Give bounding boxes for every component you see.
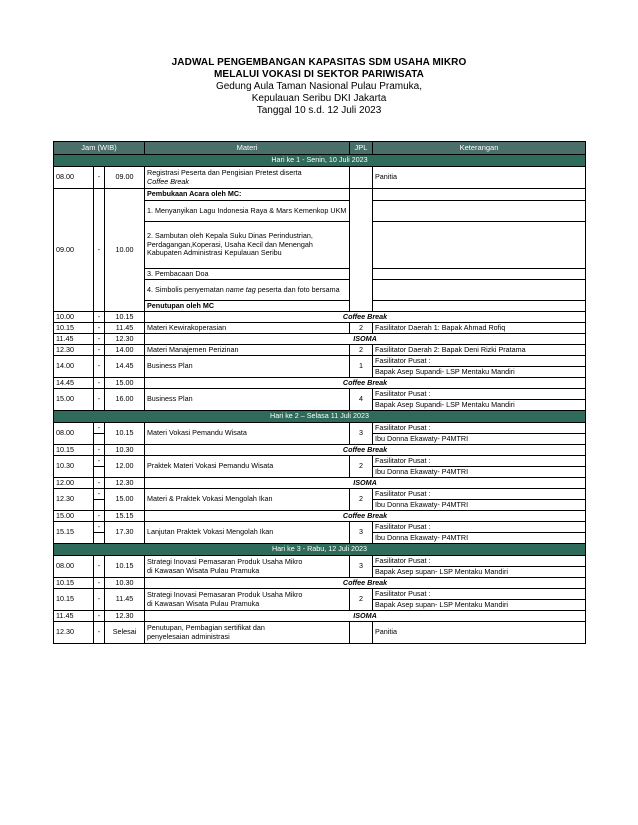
jpl-cell: 3	[350, 522, 373, 544]
keterangan-cell: Bapak Asep supan- LSP Mentaku Mandiri	[373, 567, 586, 578]
start-time: 12.30	[54, 622, 94, 644]
end-time: 10.00	[105, 189, 145, 312]
keterangan-cell: Fasilitator Pusat :	[373, 489, 586, 500]
start-time: 09.00	[54, 189, 94, 312]
keterangan-cell: Fasilitator Daerah 2: Bapak Deni Rizki Pratama	[373, 345, 586, 356]
end-time: 14.45	[105, 356, 145, 378]
keterangan-cell: Fasilitator Pusat :	[373, 456, 586, 467]
start-time: 14.00	[54, 356, 94, 378]
start-time: 11.45	[54, 611, 94, 622]
dash: -	[94, 611, 105, 622]
keterangan-cell: Ibu Donna Ekawaty- P4MTRI	[373, 500, 586, 511]
dash: -	[94, 522, 105, 533]
end-time: 10.15	[105, 312, 145, 323]
dash: -	[94, 589, 105, 611]
keterangan-cell: Ibu Donna Ekawaty- P4MTRI	[373, 467, 586, 478]
keterangan-cell	[373, 301, 586, 312]
table-row	[54, 167, 586, 189]
table-row	[54, 489, 586, 500]
keterangan-cell	[373, 189, 586, 201]
end-time: 17.30	[105, 522, 145, 544]
keterangan-cell: Fasilitator Pusat :	[373, 356, 586, 367]
table-row	[54, 345, 586, 356]
start-time: 08.00	[54, 423, 94, 445]
end-time: 12.30	[105, 611, 145, 622]
materi-text: di Kawasan Wisata Pulau Pramuka	[147, 565, 260, 575]
coffee-break-label: Coffee Break	[145, 312, 586, 323]
start-time: 15.00	[54, 389, 94, 411]
col-header-jpl: JPL	[350, 142, 373, 155]
day-3-label: Hari ke 3 - Rabu, 12 Juli 2023	[54, 544, 586, 556]
day-2-label: Hari ke 2 – Selasa 11 Juli 2023	[54, 411, 586, 423]
title-line-1: JADWAL PENGEMBANGAN KAPASITAS SDM USAHA MIKRO	[171, 57, 467, 68]
materi-text: Penutupan, Pembagian sertifikat dan	[147, 623, 265, 632]
start-time: 10.15	[54, 323, 94, 334]
start-time: 08.00	[54, 556, 94, 578]
table-row	[54, 589, 586, 600]
end-time: 14.00	[105, 345, 145, 356]
venue-line-2: Kepulauan Seribu DKI Jakarta	[251, 93, 387, 104]
materi-text: Strategi Inovasi Pemasaran Produk Usaha Mikro	[147, 557, 303, 566]
dash: -	[94, 489, 105, 500]
start-time: 10.00	[54, 312, 94, 323]
coffee-break-label: Coffee Break	[145, 378, 586, 389]
materi-cell: Materi & Praktek Vokasi Mengolah Ikan	[145, 489, 350, 511]
materi-text: di Kawasan Wisata Pulau Pramuka	[147, 598, 260, 608]
materi-cell: Materi Manajemen Perizinan	[145, 345, 350, 356]
materi-cell: Business Plan	[145, 389, 350, 411]
materi-cell	[145, 589, 350, 611]
dash: -	[94, 323, 105, 334]
isoma-label: ISOMA	[145, 334, 586, 345]
table-row	[54, 622, 586, 644]
day-row	[54, 155, 586, 167]
dash: -	[94, 511, 105, 522]
end-time: 16.00	[105, 389, 145, 411]
jpl-cell: 2	[350, 456, 373, 478]
materi-cell: Business Plan	[145, 356, 350, 378]
coffee-break-label: Coffee Break	[145, 511, 586, 522]
dash: -	[94, 167, 105, 189]
materi-text: peserta dan foto bersama	[255, 284, 340, 294]
day-row	[54, 544, 586, 556]
end-time: 11.45	[105, 589, 145, 611]
start-time: 12.30	[54, 489, 94, 511]
keterangan-cell: Ibu Donna Ekawaty- P4MTRI	[373, 533, 586, 544]
end-time: 12.30	[105, 478, 145, 489]
end-time: 15.00	[105, 489, 145, 511]
title-line-2: MELALUI VOKASI DI SEKTOR PARIWISATA	[214, 69, 424, 80]
table-row	[54, 334, 586, 345]
dash: -	[94, 389, 105, 411]
dash: -	[94, 312, 105, 323]
table-row	[54, 578, 586, 589]
keterangan-cell: Ibu Donna Ekawaty- P4MTRI	[373, 434, 586, 445]
materi-text: penyelesaian administrasi	[147, 631, 230, 641]
start-time: 10.30	[54, 456, 94, 478]
dash: -	[94, 622, 105, 644]
jpl-cell: 4	[350, 389, 373, 411]
materi-cell: Penutupan oleh MC	[145, 301, 350, 312]
materi-cell: Praktek Materi Vokasi Pemandu Wisata	[145, 456, 350, 478]
materi-cell: 3. Pembacaan Doa	[145, 269, 350, 280]
dash: -	[94, 478, 105, 489]
end-time: 15.15	[105, 511, 145, 522]
jpl-cell: 3	[350, 423, 373, 445]
dash-cell	[94, 533, 105, 544]
materi-cell	[145, 622, 350, 644]
table-row	[54, 389, 586, 400]
materi-cell: Materi Kewirakoperasian	[145, 323, 350, 334]
materi-text: Strategi Inovasi Pemasaran Produk Usaha Mikro	[147, 590, 303, 599]
jpl-cell: 2	[350, 323, 373, 334]
materi-text: 4. Simbolis penyematan	[147, 284, 226, 294]
jpl-cell	[350, 622, 373, 644]
materi-cell	[145, 167, 350, 189]
jpl-cell: 2	[350, 489, 373, 511]
materi-cell: 1. Menyanyikan Lagu Indonesia Raya & Mars Kemenkop UKM	[145, 201, 350, 222]
dash: -	[94, 445, 105, 456]
dash: -	[94, 345, 105, 356]
materi-cell: 2. Sambutan oleh Kepala Suku Dinas Perindustrian, Perdagangan,Koperasi, Usaha Kecil dan Menengah Kabupaten Administrasi Kepulauan Seribu	[145, 222, 350, 269]
keterangan-cell: Panitia	[373, 167, 586, 189]
keterangan-cell	[373, 269, 586, 280]
keterangan-cell: Bapak Asep supan- LSP Mentaku Mandiri	[373, 600, 586, 611]
keterangan-cell: Fasilitator Pusat :	[373, 423, 586, 434]
start-time: 11.45	[54, 334, 94, 345]
materi-subtext: Coffee Break	[147, 176, 189, 186]
table-row	[54, 556, 586, 567]
table-row	[54, 478, 586, 489]
start-time: 08.00	[54, 167, 94, 189]
dash-cell	[94, 434, 105, 445]
end-time: 12.30	[105, 334, 145, 345]
table-row	[54, 423, 586, 434]
keterangan-cell	[373, 222, 586, 269]
end-time: 12.00	[105, 456, 145, 478]
end-time: 15.00	[105, 378, 145, 389]
dash: -	[94, 356, 105, 378]
table-row	[54, 312, 586, 323]
dash: -	[94, 334, 105, 345]
start-time: 15.00	[54, 511, 94, 522]
end-time: 10.15	[105, 423, 145, 445]
keterangan-cell: Bapak Asep Supandi- LSP Mentaku Mandiri	[373, 367, 586, 378]
keterangan-cell: Fasilitator Pusat :	[373, 589, 586, 600]
coffee-break-label: Coffee Break	[145, 445, 586, 456]
jpl-cell: 1	[350, 356, 373, 378]
table-row	[54, 323, 586, 334]
dash: -	[94, 456, 105, 467]
col-header-keterangan: Keterangan	[373, 142, 586, 155]
keterangan-cell: Fasilitator Daerah 1: Bapak Ahmad Rofiq	[373, 323, 586, 334]
table-row	[54, 522, 586, 533]
keterangan-cell	[373, 280, 586, 301]
dash: -	[94, 189, 105, 312]
table-header-row	[54, 142, 586, 155]
materi-text: Registrasi Peserta dan Pengisian Pretest diserta	[147, 168, 302, 177]
jpl-cell: 2	[350, 345, 373, 356]
end-time: 10.30	[105, 445, 145, 456]
venue-line-1: Gedung Aula Taman Nasional Pulau Pramuka,	[215, 81, 423, 92]
start-time: 10.15	[54, 445, 94, 456]
start-time: 14.45	[54, 378, 94, 389]
start-time: 10.15	[54, 578, 94, 589]
dash: -	[94, 423, 105, 434]
materi-cell: Materi Vokasi Pemandu Wisata	[145, 423, 350, 445]
col-header-materi: Materi	[145, 142, 350, 155]
keterangan-cell	[373, 201, 586, 222]
isoma-label: ISOMA	[145, 478, 586, 489]
jpl-cell	[350, 189, 373, 312]
materi-cell: Pembukaan Acara oleh MC:	[145, 189, 350, 201]
materi-text: name tag	[225, 284, 256, 294]
table-row	[54, 189, 586, 201]
dash: -	[94, 378, 105, 389]
table-row	[54, 511, 586, 522]
table-row	[54, 445, 586, 456]
coffee-break-label: Coffee Break	[145, 578, 586, 589]
jpl-cell	[350, 167, 373, 189]
col-header-jam: Jam (WIB)	[54, 142, 145, 155]
day-1-label: Hari ke 1 - Senin, 10 Juli 2023	[54, 155, 586, 167]
materi-cell	[145, 556, 350, 578]
start-time: 10.15	[54, 589, 94, 611]
isoma-label: ISOMA	[145, 611, 586, 622]
materi-cell: Lanjutan Praktek Vokasi Mengolah Ikan	[145, 522, 350, 544]
day-row	[54, 411, 586, 423]
keterangan-cell: Fasilitator Pusat :	[373, 522, 586, 533]
schedule-table	[53, 141, 586, 644]
jpl-cell: 3	[350, 556, 373, 578]
end-time: 10.15	[105, 556, 145, 578]
start-time: 12.30	[54, 345, 94, 356]
keterangan-cell: Fasilitator Pusat :	[373, 556, 586, 567]
jpl-cell: 2	[350, 589, 373, 611]
dash: -	[94, 556, 105, 578]
dash-cell	[94, 467, 105, 478]
table-row	[54, 611, 586, 622]
date-line: Tanggal 10 s.d. 12 Juli 2023	[256, 105, 382, 116]
materi-cell	[145, 280, 350, 301]
start-time: 12.00	[54, 478, 94, 489]
dash: -	[94, 578, 105, 589]
end-time: 11.45	[105, 323, 145, 334]
start-time: 15.15	[54, 522, 94, 544]
keterangan-cell: Bapak Asep Supandi- LSP Mentaku Mandiri	[373, 400, 586, 411]
table-row	[54, 456, 586, 467]
keterangan-cell: Fasilitator Pusat :	[373, 389, 586, 400]
end-time: 09.00	[105, 167, 145, 189]
dash-cell	[94, 500, 105, 511]
end-time: Selesai	[105, 622, 145, 644]
end-time: 10.30	[105, 578, 145, 589]
table-row	[54, 356, 586, 367]
table-row	[54, 378, 586, 389]
keterangan-cell: Panitia	[373, 622, 586, 644]
